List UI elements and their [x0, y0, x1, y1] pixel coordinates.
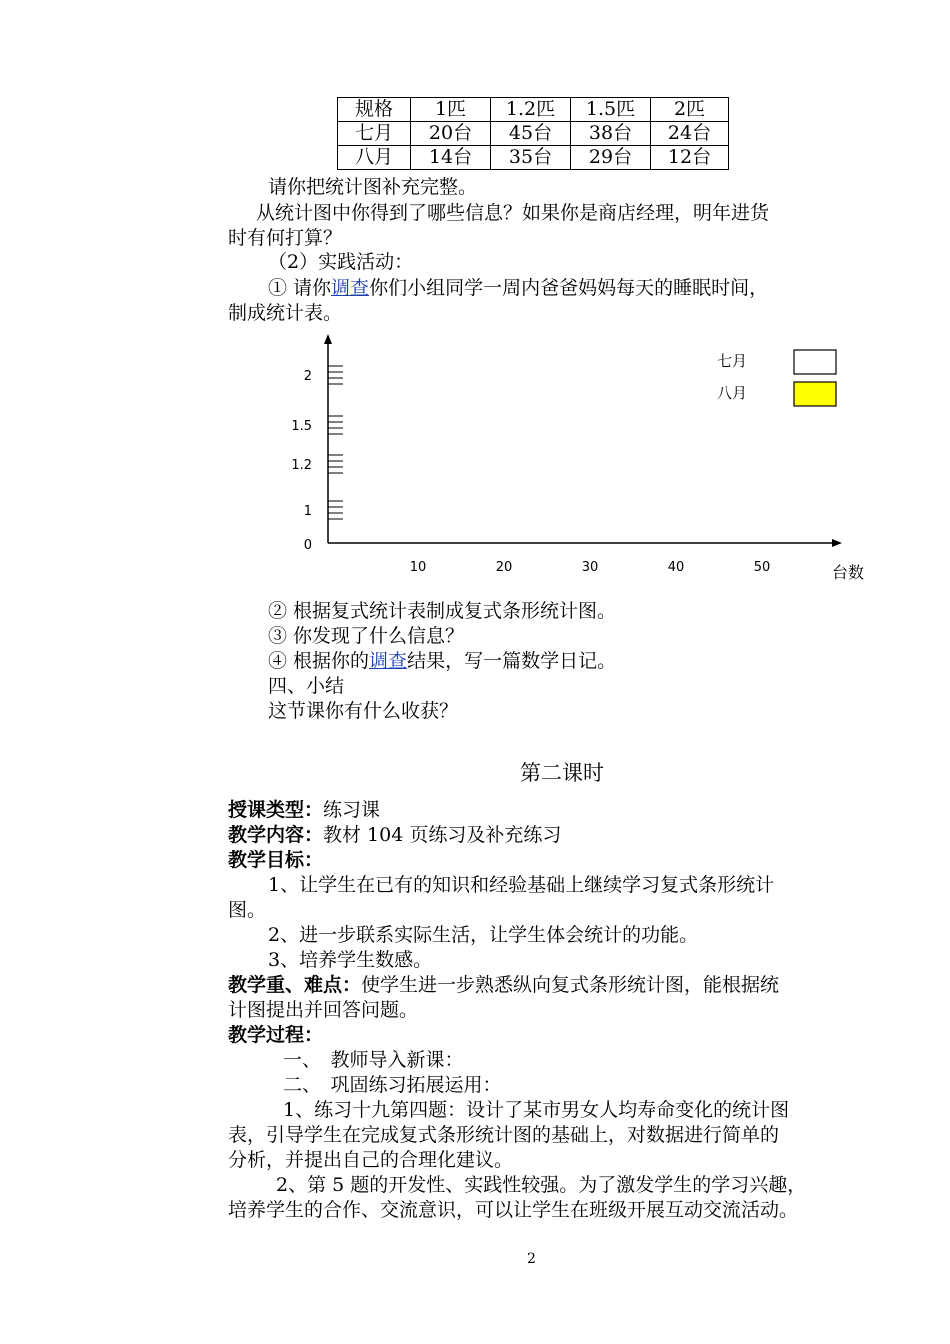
x-tick-label: 40: [667, 560, 685, 575]
y-tick-label: 1: [303, 504, 312, 519]
paragraph: [268, 649, 616, 673]
paragraph: [228, 798, 380, 822]
paragraph: 二、 巩固练习拓展运用：: [283, 1074, 502, 1096]
paragraph: 计图提出并回答问题。: [228, 999, 419, 1021]
table-cell: 1.2匹: [491, 98, 571, 122]
y-tick-label: 1.5: [291, 419, 312, 434]
table-cell: 12台: [651, 146, 729, 170]
x-axis-arrow: [832, 539, 842, 547]
y-tick-label: 1.2: [291, 458, 312, 473]
paragraph: [268, 276, 768, 300]
text: 使学生进一步熟悉纵向复式条形统计图，能根据统: [361, 974, 780, 996]
text: 结果，写一篇数学日记。: [407, 650, 617, 672]
table-cell: 45台: [491, 122, 571, 146]
paragraph: [228, 823, 561, 847]
paragraph: 图。: [228, 899, 267, 921]
table-header-row: [338, 98, 729, 122]
table-cell: 29台: [571, 146, 651, 170]
legend-label: 七月: [716, 352, 747, 370]
table-cell: 八月: [338, 146, 411, 170]
paragraph: ③ 你发现了什么信息？: [268, 625, 465, 647]
table-cell: 1.5匹: [571, 98, 651, 122]
table-cell: 35台: [491, 146, 571, 170]
y-tick-label: 2: [303, 369, 312, 384]
x-tick-label: 50: [753, 560, 771, 575]
table-cell: 38台: [571, 122, 651, 146]
text: ① 请你: [268, 277, 332, 299]
legend-label: 八月: [716, 384, 747, 402]
survey-link[interactable]: 调查: [369, 650, 408, 672]
page-number: 2: [527, 1251, 536, 1267]
paragraph: ② 根据复式统计表制成复式条形统计图。: [268, 600, 617, 622]
table-cell: 14台: [411, 146, 491, 170]
x-tick-label: 20: [495, 560, 513, 575]
section-label: 教学目标：: [228, 849, 324, 871]
origin-label: 0: [303, 538, 312, 553]
label: 授课类型：: [228, 799, 324, 821]
paragraph: 时有何打算？: [228, 227, 343, 249]
table-row: [338, 122, 729, 146]
text: 教材 104 页练习及补充练习: [323, 824, 562, 846]
paragraph: [228, 973, 779, 997]
table-cell: 七月: [338, 122, 411, 146]
paragraph: 制成统计表。: [228, 302, 343, 324]
paragraph: 3、培养学生数感。: [268, 949, 433, 971]
paragraph: 这节课你有什么收获？: [268, 700, 459, 722]
paragraph: 分析，并提出自己的合理化建议。: [228, 1149, 514, 1171]
legend-swatch: [794, 350, 836, 374]
paragraph: 1、让学生在已有的知识和经验基础上继续学习复式条形统计: [268, 874, 775, 896]
sales-table: [337, 97, 729, 170]
paragraph: 1、练习十九第四题：设计了某市男女人均寿命变化的统计图: [283, 1099, 790, 1121]
paragraph: 表，引导学生在完成复式条形统计图的基础上，对数据进行简单的: [228, 1124, 780, 1146]
lesson-title: 第二课时: [520, 761, 604, 785]
bar-chart: [280, 330, 880, 590]
paragraph: 2、进一步联系实际生活，让学生体会统计的功能。: [268, 924, 699, 946]
paragraph: 从统计图中你得到了哪些信息？如果你是商店经理，明年进货: [256, 202, 770, 224]
paragraph: 培养学生的合作、交流意识，可以让学生在班级开展互动交流活动。: [228, 1199, 799, 1221]
legend-swatch: [794, 382, 836, 406]
table-cell: 1匹: [411, 98, 491, 122]
x-tick-label: 10: [409, 560, 427, 575]
section-label: 教学过程：: [228, 1024, 324, 1046]
table-cell: 24台: [651, 122, 729, 146]
label: 教学内容：: [228, 824, 324, 846]
table-cell: 规格: [338, 98, 411, 122]
paragraph: 四、小结: [268, 675, 345, 697]
table-cell: 2匹: [651, 98, 729, 122]
paragraph: 2、第 5 题的开发性、实践性较强。为了激发学生的学习兴趣，: [276, 1174, 807, 1196]
label: 教学重、难点：: [228, 974, 362, 996]
text: 练习课: [323, 799, 381, 821]
paragraph: （2）实践活动：: [268, 251, 414, 273]
x-axis-label: 台数: [831, 563, 865, 582]
survey-link[interactable]: 调查: [331, 277, 370, 299]
text: ④ 根据你的: [268, 650, 370, 672]
table-row: [338, 146, 729, 170]
chart-legend: [717, 350, 836, 406]
text: 你们小组同学一周内爸爸妈妈每天的睡眠时间，: [369, 277, 769, 299]
chart-axes: [291, 334, 864, 582]
y-axis-arrow: [324, 334, 332, 344]
paragraph: 一、 教师导入新课：: [283, 1049, 464, 1071]
x-tick-label: 30: [581, 560, 599, 575]
table-cell: 20台: [411, 122, 491, 146]
paragraph: 请你把统计图补充完整。: [268, 176, 478, 198]
